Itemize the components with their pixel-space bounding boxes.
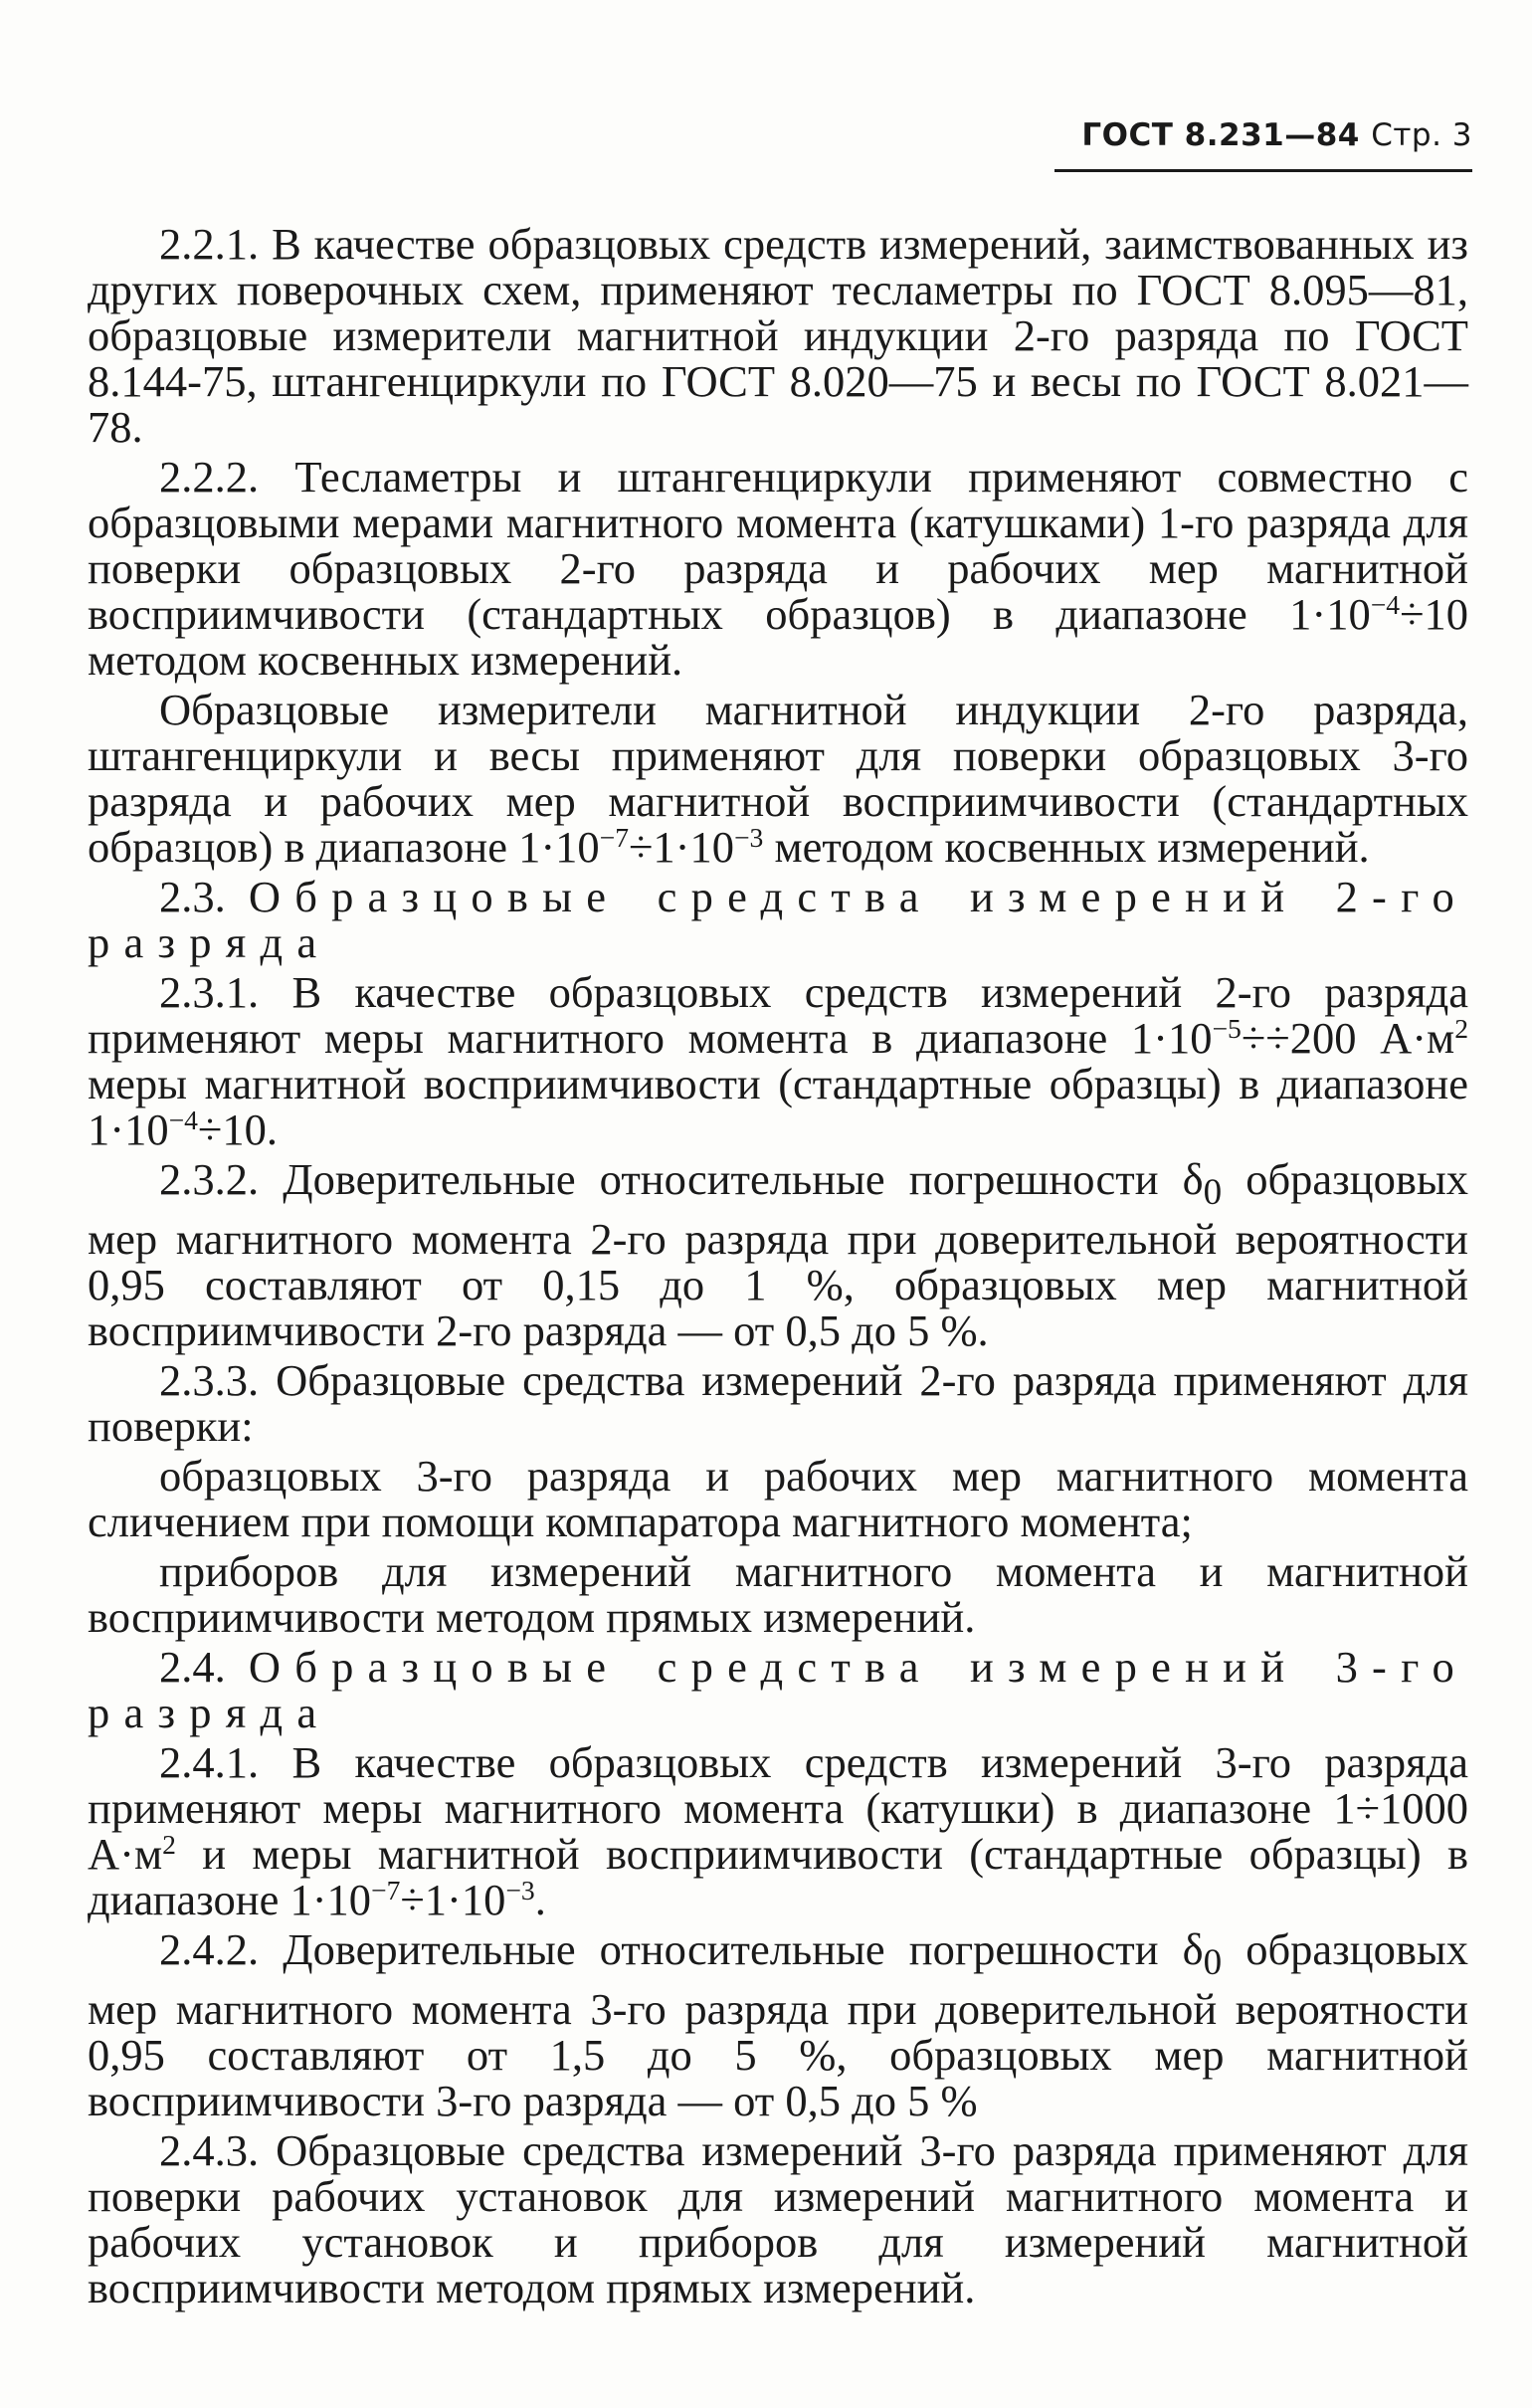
paragraph: 2.3.1. В качестве образцовых средств измерений 2-го разряда применяют меры магнитного момента в диапазоне $1\cdot 10^{-5}\div\div 200$ $А\cdot м^2$ меры магнитной восприимчивости (стандартные образцы) в диапазоне $1\cdot 10^{-4}\div 10$. xyxy=(88,967,1469,1154)
paragraph: 2.4.1. В качестве образцовых средств измерений 3-го разряда применяют меры магнитного момента (катушки) в диапазоне 1÷1000 $А\cdot м^2$ и меры магнитной восприимчивости (стандартные образцы) в диапазоне $1\cdot 10^{-7}\div 1\cdot 10^{-3}$. xyxy=(88,1736,1468,1924)
paragraph: 2.3.3. Образцовые средства измерений 2-го разряда применяют для поверки: xyxy=(88,1354,1468,1451)
header-rule xyxy=(1054,169,1472,172)
section-title: Образцовые средства измерений 2-го разряда xyxy=(88,872,1468,967)
page-number: Стр. 3 xyxy=(1371,117,1472,153)
section-number: 2.4. xyxy=(159,1641,249,1692)
paragraph: 2.4.3. Образцовые средства измерений 3-го разряда применяют для поверки рабочих установок для измерений магнитного момента и рабочих установок и приборов для измерений магнитной восприимчивости методом прямых измерений. xyxy=(88,2124,1468,2312)
standard-number: ГОСТ 8.231—84 xyxy=(1081,117,1360,153)
paragraph: 2.2.2. Тесламетры и штангенциркули применяют совместно с образцовыми мерами магнитного момента (катушками) 1-го разряда для поверки образцовых 2-го разряда и рабочих мер магнитной восприимчивости (стандартных образцов) в диапазоне $1\cdot 10^{-4}\div 10$ методом косвенных измерений. xyxy=(88,452,1468,685)
paragraph: Образцовые измерители магнитной индукции 2-го разряда, штангенциркули и весы применяют для поверки образцовых 3-го разряда и рабочих мер магнитной восприимчивости (стандартных образцов) в диапазоне $1\cdot 10^{-7}\div 1\cdot 10^{-3}$ методом косвенных измерений. xyxy=(88,685,1468,872)
section-heading xyxy=(88,1641,1468,1737)
section-heading xyxy=(88,874,1468,965)
paragraph: образцовых 3-го разряда и рабочих мер магнитного момента сличением при помощи компаратора магнитного момента; xyxy=(88,1450,1468,1546)
paragraph: 2.3.2. Доверительные относительные погрешности $\delta_0$ образцовых мер магнитного момента 2-го разряда при доверительной вероятности 0,95 составляют от 0,15 до 1 %, образцовых мер магнитной восприимчивости 2-го разряда — от 0,5 до 5 %. xyxy=(88,1154,1468,1355)
paragraph: 2.2.1. В качестве образцовых средств измерений, заимствованных из других поверочных схем, применяют тесламетры по ГОСТ 8.095—81, образцовые измерители магнитной индукции 2-го разряда по ГОСТ 8.144-75, штангенциркули по ГОСТ 8.020—75 и весы по ГОСТ 8.021—78. xyxy=(88,219,1468,452)
section-title: Образцовые средства измерений 3-го разряда xyxy=(88,1641,1468,1737)
page-header xyxy=(1054,117,1472,153)
paragraph: 2.4.2. Доверительные относительные погрешности $\delta_0$ образцовых мер магнитного момента 3-го разряда при доверительной вероятности 0,95 составляют от 1,5 до 5 %, образцовых мер магнитной восприимчивости 3-го разряда — от 0,5 до 5 % xyxy=(88,1923,1468,2125)
document-body xyxy=(88,221,1468,2314)
paragraph: приборов для измерений магнитного момента и магнитной восприимчивости методом прямых измерений. xyxy=(88,1545,1468,1642)
section-number: 2.3. xyxy=(159,872,249,921)
